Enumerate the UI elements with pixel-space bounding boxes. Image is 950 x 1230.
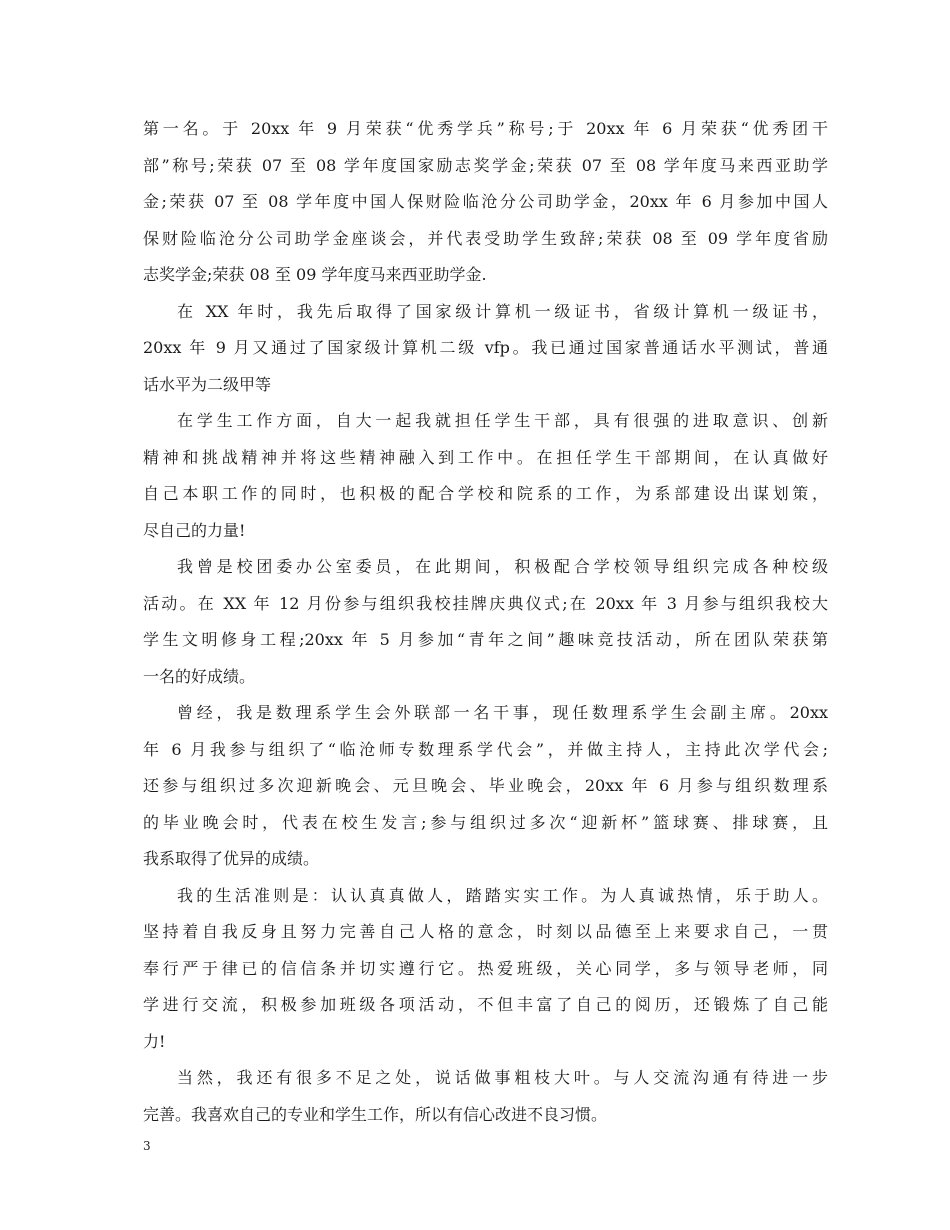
text-line: 学生文明修身工程;20xx 年 5 月参加“青年之间”趣味竞技活动，所在团队荣获第 xyxy=(143,630,828,649)
text-line: 志奖学金;荣获 08 至 09 学年度马来西亚助学金. xyxy=(143,265,487,284)
text-line: 一名的好成绩。 xyxy=(143,666,256,686)
text-line: 金;荣获 07 至 08 学年度中国人保财险临沧分公司助学金，20xx 年 6 月参加中国人 xyxy=(143,192,828,211)
text-line: 话水平为二级甲等 xyxy=(143,374,272,394)
paragraph-first-line: 在学生工作方面，自大一起我就担任学生干部，具有很强的进取意识、创新 xyxy=(177,411,828,430)
text-line: 保财险临沧分公司助学金座谈会，并代表受助学生致辞;荣获 08 至 09 学年度省励 xyxy=(143,228,828,248)
page-number: 3 xyxy=(143,1139,151,1153)
text-line: 力! xyxy=(143,1031,166,1051)
text-line: 还参与组织过多次迎新晚会、元旦晚会、毕业晚会，20xx 年 6 月参与组织数理系 xyxy=(143,776,828,795)
text-line: 部”称号;荣获 07 至 08 学年度国家励志奖学金;荣获 07 至 08 学年度马来西亚助学 xyxy=(143,155,828,175)
text-line: 尽自己的力量! xyxy=(143,520,246,540)
text-line: 完善。我喜欢自己的专业和学生工作，所以有信心改进不良习惯。 xyxy=(143,1104,608,1124)
paragraph-first-line: 曾经，我是数理系学生会外联部一名干事，现任数理系学生会副主席。20xx xyxy=(177,703,828,722)
paragraph-first-line: 在 XX 年时，我先后取得了国家级计算机一级证书，省级计算机一级证书， xyxy=(177,301,828,321)
text-line: 自己本职工作的同时，也积极的配合学校和院系的工作，为系部建设出谋划策， xyxy=(143,484,828,503)
text-line: 20xx 年 9 月又通过了国家级计算机二级 vfp。我已通过国家普通话水平测试，普通 xyxy=(143,338,828,357)
text-line: 第一名。于 20xx 年 9 月荣获“优秀学兵”称号;于 20xx 年 6 月荣获“优秀团干 xyxy=(143,119,828,138)
text-line: 活动。在 XX 年 12 月份参与组织我校挂牌庆典仪式;在 20xx 年 3 月参与组织我校大 xyxy=(143,593,828,613)
text-line: 学进行交流，积极参加班级各项活动，不但丰富了自己的阅历，还锻炼了自己能 xyxy=(143,995,828,1014)
paragraph-first-line: 我的生活准则是：认认真真做人，踏踏实实工作。为人真诚热情，乐于助人。 xyxy=(177,885,828,905)
text-line: 奉行严于律已的信信条并切实遵行它。热爱班级，关心同学，多与领导老师，同 xyxy=(143,958,828,978)
text-line: 坚持着自我反身且努力完善自己人格的意念，时刻以品德至上来要求自己，一贯 xyxy=(143,922,828,941)
paragraph-first-line: 当然，我还有很多不足之处，说话做事粗枝大叶。与人交流沟通有待进一步 xyxy=(177,1068,828,1087)
text-line: 我系取得了优异的成绩。 xyxy=(143,849,320,868)
text-line: 精神和挑战精神并将这些精神融入到工作中。在担任学生干部期间，在认真做好 xyxy=(143,447,828,467)
text-line: 年 6 月我参与组织了“临沧师专数理系学代会”，并做主持人，主持此次学代会; xyxy=(143,739,828,759)
body-text xyxy=(143,111,828,1133)
paragraph-first-line: 我曾是校团委办公室委员，在此期间，积极配合学校领导组织完成各种校级 xyxy=(177,557,828,576)
text-line: 的毕业晚会时，代表在校生发言;参与组织过多次“迎新杯”篮球赛、排球赛，且 xyxy=(143,812,828,832)
